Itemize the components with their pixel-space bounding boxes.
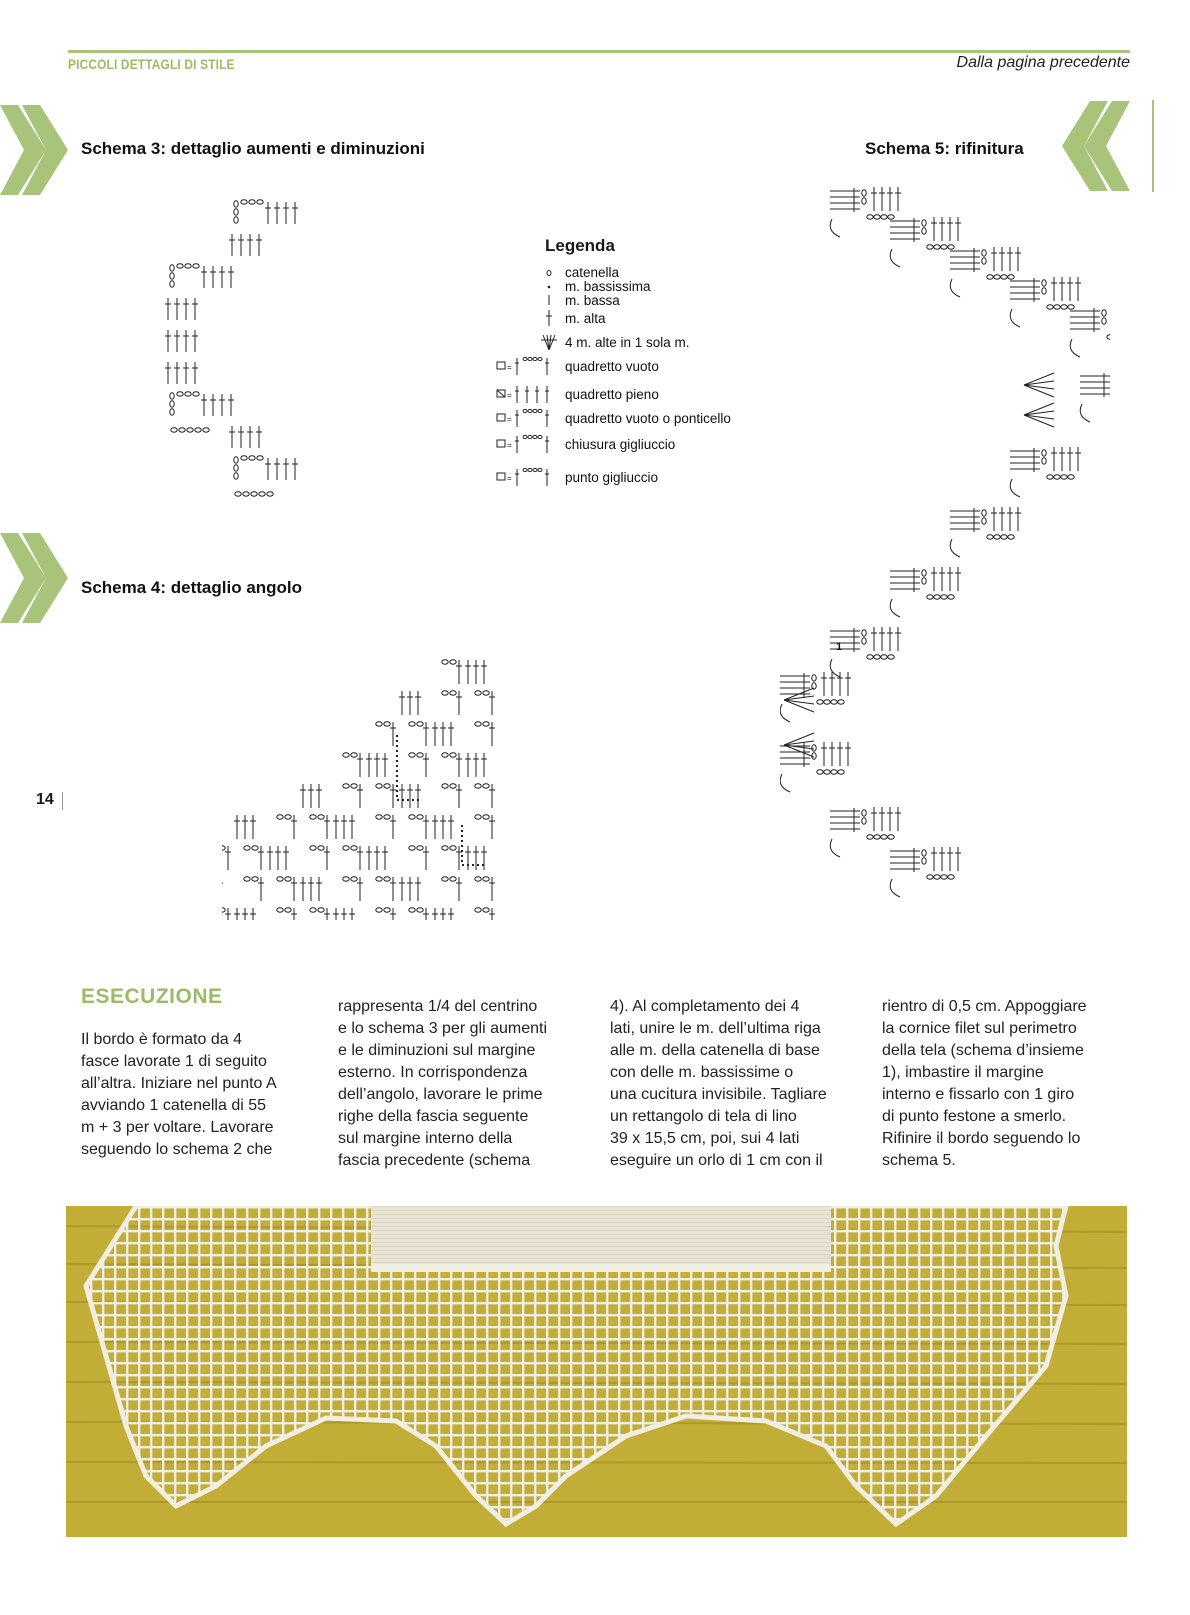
chain-mark <box>475 784 481 788</box>
chain-mark <box>450 784 456 788</box>
chain-mark <box>475 877 481 881</box>
chain-mark <box>417 908 423 912</box>
chain-mark <box>475 722 481 726</box>
chain-mark <box>941 875 947 879</box>
page-number: 14 <box>36 791 54 808</box>
chain-mark <box>442 784 448 788</box>
instruction-line: alle m. della catenella di base <box>610 1042 820 1059</box>
chain-mark <box>1008 535 1014 539</box>
chain-mark <box>824 700 830 704</box>
chain-mark <box>922 858 926 864</box>
chain-mark <box>831 700 837 704</box>
chain-mark <box>1042 288 1046 294</box>
chain-mark <box>450 846 456 850</box>
chain-mark <box>249 200 255 204</box>
chain-mark <box>376 908 382 912</box>
chain-mark <box>417 815 423 819</box>
chain-mark <box>922 850 926 856</box>
instruction-line: all’altra. Iniziare nel punto A <box>81 1075 277 1092</box>
chain-mark <box>193 392 199 396</box>
chain-mark <box>934 595 940 599</box>
chain-mark <box>817 700 823 704</box>
chain-mark <box>867 655 873 659</box>
chain-mark <box>483 877 489 881</box>
chain-mark <box>318 908 324 912</box>
open-mesh-icon <box>475 355 565 377</box>
instruction-line: esterno. In corrispondenza <box>338 1064 528 1081</box>
chain-mark <box>243 492 249 496</box>
chain-mark <box>285 877 291 881</box>
chain-mark <box>234 201 238 207</box>
svg-text:=: = <box>507 363 512 372</box>
legend-item <box>475 307 606 329</box>
instruction-line: dell’angolo, lavorare le prime <box>338 1086 543 1103</box>
chain-mark <box>1102 318 1106 324</box>
chain-mark <box>1102 310 1106 316</box>
filled-mesh-icon <box>475 383 565 405</box>
schema5-diagram <box>780 180 1110 930</box>
legend-label: quadretto vuoto <box>565 358 659 374</box>
chain-mark <box>267 492 273 496</box>
bridge-mesh-icon <box>475 407 565 429</box>
chain-mark <box>1068 305 1074 309</box>
chain-mark <box>257 200 263 204</box>
section-header: PICCOLI DETTAGLI DI STILE <box>68 56 235 72</box>
instruction-line: interno e fissarlo con 1 giro <box>882 1086 1075 1103</box>
chain-mark <box>234 209 238 215</box>
chain-mark <box>812 745 816 751</box>
chain-mark <box>927 875 933 879</box>
chain-mark <box>193 264 199 268</box>
schema3-title: Schema 3: dettaglio aumenti e diminuzioni <box>81 139 425 158</box>
chain-mark <box>948 595 954 599</box>
legend-item <box>475 355 659 377</box>
legend-title: Legenda <box>545 236 615 255</box>
chain-mark <box>234 217 238 223</box>
instruction-line: fasce lavorate 1 di seguito <box>81 1053 267 1070</box>
picot-arc <box>780 774 790 792</box>
instruction-line: seguendo lo schema 2 che <box>81 1141 273 1158</box>
picot-arc <box>890 879 900 897</box>
chain-mark <box>862 190 866 196</box>
chain-mark <box>874 835 880 839</box>
page-number-divider <box>62 792 63 810</box>
schema3-diagram <box>160 190 330 520</box>
chain-mark <box>1068 475 1074 479</box>
chain-mark <box>475 908 481 912</box>
chain-mark <box>922 578 926 584</box>
chain-mark <box>409 908 415 912</box>
chain-mark <box>1107 335 1110 339</box>
legend-item <box>475 407 731 429</box>
schema4-title: Schema 4: dettaglio angolo <box>81 578 303 597</box>
picot-arc <box>1010 479 1020 497</box>
chain-mark <box>881 835 887 839</box>
chain-mark <box>409 846 415 850</box>
chain-mark <box>927 595 933 599</box>
chain-mark <box>310 908 316 912</box>
legend-label: m. bassissima <box>565 278 651 294</box>
chain-mark <box>384 877 390 881</box>
chain-mark <box>251 492 257 496</box>
chain-mark <box>234 465 238 471</box>
chain-mark <box>881 215 887 219</box>
chain-mark <box>376 815 382 819</box>
picot-arc <box>830 839 840 857</box>
picot-arc <box>1080 404 1090 422</box>
chain-mark <box>409 753 415 757</box>
legend-label: 4 m. alte in 1 sola m. <box>565 334 690 350</box>
row-marker: 1 <box>836 641 843 653</box>
chain-mark <box>241 456 247 460</box>
chain-mark <box>994 535 1000 539</box>
instruction-line: lati, unire le m. dell’ultima riga <box>610 1020 821 1037</box>
instruction-line: eseguire un orlo di 1 cm con il <box>610 1152 823 1169</box>
chain-mark <box>1054 475 1060 479</box>
chain-mark <box>1008 275 1014 279</box>
chain-mark <box>881 655 887 659</box>
chain-mark <box>195 428 201 432</box>
chain-mark <box>922 570 926 576</box>
chain-mark <box>483 691 489 695</box>
chain-mark <box>203 428 209 432</box>
chain-mark <box>982 250 986 256</box>
chain-mark <box>170 393 174 399</box>
chain-mark <box>862 818 866 824</box>
legend-label: quadretto pieno <box>565 386 659 402</box>
instruction-line: 39 x 15,5 cm, poi, sui 4 lati <box>610 1130 800 1147</box>
picot-arc <box>1070 339 1080 357</box>
chain-mark <box>222 908 225 912</box>
chain-mark <box>817 770 823 774</box>
chain-mark <box>343 846 349 850</box>
instruction-line: m + 3 per voltare. Lavorare <box>81 1119 274 1136</box>
legend-label: m. alta <box>565 310 606 326</box>
schema5-title: Schema 5: rifinitura <box>865 139 1024 158</box>
chain-mark <box>483 815 489 819</box>
chain-mark <box>1047 305 1053 309</box>
chain-mark <box>351 877 357 881</box>
chain-mark <box>179 428 185 432</box>
chain-mark <box>257 456 263 460</box>
chain-mark <box>277 815 283 819</box>
chain-mark <box>867 835 873 839</box>
picot-arc <box>950 279 960 297</box>
chain-mark <box>862 638 866 644</box>
instruction-line: e le diminuzioni sul margine <box>338 1042 536 1059</box>
instruction-line: 4). Al completamento dei 4 <box>610 998 800 1015</box>
chevron-right-icon <box>0 528 70 628</box>
chain-mark <box>888 215 894 219</box>
instruction-line: Rifinire il bordo seguendo lo <box>882 1130 1081 1147</box>
chain-mark <box>277 908 283 912</box>
chain-mark <box>483 722 489 726</box>
picot-arc <box>950 539 960 557</box>
instruction-line: e lo schema 3 per gli aumenti <box>338 1020 547 1037</box>
chain-mark <box>241 200 247 204</box>
svg-text:=: = <box>507 441 512 450</box>
chain-mark <box>1042 280 1046 286</box>
chain-mark <box>285 815 291 819</box>
chain-mark <box>185 392 191 396</box>
chain-mark <box>310 815 316 819</box>
chain-mark <box>244 877 250 881</box>
chain-mark <box>994 275 1000 279</box>
chain-mark <box>384 784 390 788</box>
chain-mark <box>838 770 844 774</box>
header-rule <box>68 50 1130 53</box>
chain-mark <box>343 753 349 757</box>
instruction-line: rappresenta 1/4 del centrino <box>338 998 538 1015</box>
chain-mark <box>824 770 830 774</box>
chain-mark <box>442 691 448 695</box>
chain-mark <box>874 215 880 219</box>
chain-mark <box>409 722 415 726</box>
instruction-line: righe della fascia seguente <box>338 1108 529 1125</box>
chain-mark <box>277 877 283 881</box>
chain-mark <box>838 700 844 704</box>
chain-mark <box>376 784 382 788</box>
chain-mark <box>867 215 873 219</box>
chain-mark <box>442 753 448 757</box>
svg-text:=: = <box>507 474 512 483</box>
chain-mark <box>862 630 866 636</box>
chain-mark <box>812 675 816 681</box>
chain-mark <box>177 264 183 268</box>
chain-mark <box>941 245 947 249</box>
picot-arc <box>780 704 790 722</box>
chain-mark <box>285 908 291 912</box>
chain-mark <box>249 456 255 460</box>
chain-mark <box>170 273 174 279</box>
svg-text:=: = <box>507 391 512 400</box>
chain-mark <box>450 877 456 881</box>
chain-mark <box>874 655 880 659</box>
chain-mark <box>987 275 993 279</box>
chain-mark <box>1054 305 1060 309</box>
chain-mark <box>376 877 382 881</box>
chain-mark <box>252 846 258 850</box>
svg-text:=: = <box>507 415 512 424</box>
legend-label: punto gigliuccio <box>565 469 659 485</box>
chain-mark <box>318 815 324 819</box>
legend-item <box>475 331 690 353</box>
lace-border-photo <box>66 1206 1127 1537</box>
chain-mark <box>982 518 986 524</box>
lacet-close-icon <box>475 433 565 455</box>
instructions-col-3 <box>610 996 855 1172</box>
chain-mark <box>351 753 357 757</box>
schema4-diagram <box>222 640 512 920</box>
lacet-stitch-icon <box>475 466 565 488</box>
chain-mark <box>831 770 837 774</box>
chain-mark <box>1001 275 1007 279</box>
instructions-col-1 <box>81 1029 326 1161</box>
chain-mark <box>862 810 866 816</box>
chain-mark <box>948 875 954 879</box>
chain-mark <box>409 815 415 819</box>
chain-mark <box>442 846 448 850</box>
chain-mark <box>259 492 265 496</box>
picot-arc <box>830 219 840 237</box>
chain-mark <box>343 877 349 881</box>
chain-mark <box>171 428 177 432</box>
chevron-right-icon <box>0 100 70 200</box>
chain-mark <box>483 908 489 912</box>
chain-mark <box>483 784 489 788</box>
instruction-line: un rettangolo di tela di lino <box>610 1108 797 1125</box>
chain-mark <box>310 846 316 850</box>
chain-mark <box>475 815 481 819</box>
instruction-line: con delle m. bassissime o <box>610 1064 794 1081</box>
picot-arc <box>1010 309 1020 327</box>
chain-mark <box>187 428 193 432</box>
chain-mark <box>987 535 993 539</box>
chain-mark <box>384 908 390 912</box>
chain-mark <box>318 846 324 850</box>
chain-mark <box>1061 305 1067 309</box>
chain-mark <box>1001 535 1007 539</box>
chain-mark <box>170 409 174 415</box>
chain-mark <box>177 392 183 396</box>
chain-mark <box>235 492 241 496</box>
picot-arc <box>890 249 900 267</box>
chain-mark <box>948 245 954 249</box>
chain-mark <box>376 722 382 726</box>
chain-mark <box>384 722 390 726</box>
chain-mark <box>170 401 174 407</box>
legend-label: catenella <box>565 264 620 280</box>
instructions-col-4 <box>882 996 1127 1172</box>
chain-mark <box>351 784 357 788</box>
chain-mark <box>343 784 349 788</box>
chain-mark <box>922 220 926 226</box>
instruction-line: della tela (schema d’insieme <box>882 1042 1084 1059</box>
chain-mark <box>351 846 357 850</box>
chain-mark <box>417 753 423 757</box>
legend-item <box>475 433 675 455</box>
shell-stitch-icon <box>475 331 565 353</box>
double-crochet-icon <box>475 307 565 329</box>
chain-mark <box>442 660 448 664</box>
chain-mark <box>222 846 225 850</box>
chain-mark <box>185 264 191 268</box>
chain-mark <box>384 815 390 819</box>
instruction-line: sul margine interno della <box>338 1130 513 1147</box>
instruction-line: la cornice filet sul perimetro <box>882 1020 1077 1037</box>
instruction-line: 1), imbastire il margine <box>882 1064 1044 1081</box>
chain-mark <box>170 281 174 287</box>
instruction-line: avviando 1 catenella di 55 <box>81 1097 267 1114</box>
legend-label: quadretto vuoto o ponticello <box>565 410 731 426</box>
instruction-line: una cucitura invisibile. Tagliare <box>610 1086 827 1103</box>
chain-mark <box>888 655 894 659</box>
chain-mark <box>475 691 481 695</box>
legend-label: chiusura gigliuccio <box>565 436 676 452</box>
chain-mark <box>417 846 423 850</box>
chain-mark <box>170 265 174 271</box>
chain-mark <box>450 691 456 695</box>
legend-label: m. bassa <box>565 292 620 308</box>
chain-mark <box>252 877 258 881</box>
chain-mark <box>934 245 940 249</box>
instruction-line: schema 5. <box>882 1152 956 1169</box>
picot-arc <box>890 599 900 617</box>
chain-mark <box>941 595 947 599</box>
chain-mark <box>1061 475 1067 479</box>
chain-mark <box>450 753 456 757</box>
instruction-line: fascia precedente (schema <box>338 1152 531 1169</box>
chain-mark <box>1042 458 1046 464</box>
chain-mark <box>922 228 926 234</box>
chain-mark <box>417 722 423 726</box>
chain-mark <box>1047 475 1053 479</box>
chain-mark <box>982 510 986 516</box>
chain-mark <box>450 660 456 664</box>
chain-mark <box>234 473 238 479</box>
instruction-line: rientro di 0,5 cm. Appoggiare <box>882 998 1087 1015</box>
instructions-col-2 <box>338 996 583 1172</box>
section-title: ESECUZIONE <box>81 985 223 1008</box>
chain-mark <box>862 198 866 204</box>
continued-note: Dalla pagina precedente <box>956 54 1130 71</box>
legend-item <box>475 383 659 405</box>
chain-mark <box>888 835 894 839</box>
chain-mark <box>982 258 986 264</box>
chain-mark <box>442 877 448 881</box>
chain-mark <box>927 245 933 249</box>
instruction-line: Il bordo è formato da 4 <box>81 1031 242 1048</box>
chain-mark <box>934 875 940 879</box>
instruction-line: di punto festone a smerlo. <box>882 1108 1067 1125</box>
chain-mark <box>234 457 238 463</box>
legend-item <box>475 466 658 488</box>
chain-mark <box>244 846 250 850</box>
chain-mark <box>1042 450 1046 456</box>
margin-bar <box>1152 100 1154 192</box>
